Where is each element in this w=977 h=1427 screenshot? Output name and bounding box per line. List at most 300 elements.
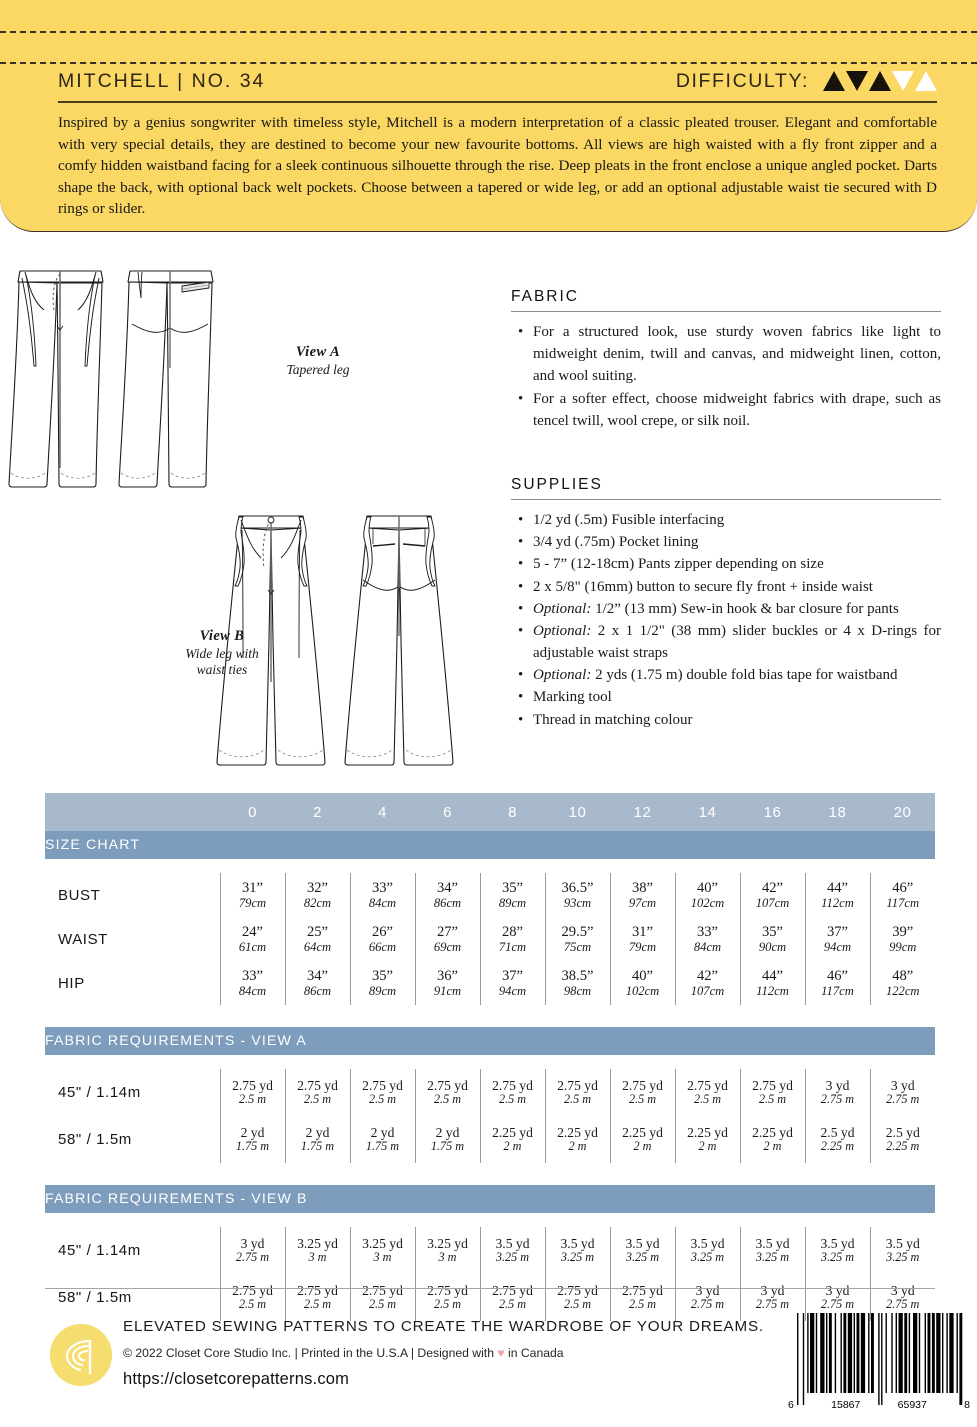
value-metric: 2.5 m: [433, 1092, 462, 1107]
copyright-after: in Canada: [504, 1346, 564, 1360]
list-item: [511, 620, 941, 664]
value-metric: 2 m: [698, 1139, 717, 1154]
value-imperial: 2.75 yd: [622, 1283, 663, 1299]
value-imperial: 3 yd: [890, 1283, 915, 1299]
measurement-cell: [610, 917, 675, 961]
footer-url[interactable]: https://closetcorepatterns.com: [123, 1370, 350, 1388]
value-imperial: 2.75 yd: [557, 1078, 598, 1094]
fabric-view-a-band: [45, 1027, 935, 1055]
value-metric: 102cm: [625, 984, 660, 999]
measurement-cell: [285, 1116, 350, 1163]
closet-core-logo-icon: [50, 1324, 112, 1386]
value-metric: 107cm: [690, 984, 725, 999]
footer-copyright: [123, 1346, 823, 1360]
size-header-cell: 8: [508, 803, 517, 821]
value-imperial: 26”: [371, 923, 394, 940]
measurement-cell: [675, 1116, 740, 1163]
measurement-cell: [350, 1227, 415, 1274]
measurement-cell: [675, 961, 740, 1005]
measurement-cell: [285, 1069, 350, 1116]
list-item: [511, 664, 941, 686]
page-title: MITCHELL | NO. 34: [58, 69, 266, 92]
value-metric: 69cm: [433, 940, 462, 955]
value-metric: 2.75 m: [235, 1250, 270, 1265]
value-metric: 2.5 m: [368, 1092, 397, 1107]
measurement-cell: [610, 1274, 675, 1321]
fabric-heading: FABRIC: [511, 288, 579, 305]
measurement-cell: [285, 1274, 350, 1321]
value-imperial: 2.75 yd: [297, 1283, 338, 1299]
optional-prefix: Optional:: [533, 622, 592, 639]
fabric-rule: [511, 311, 941, 312]
view-a-front-flat: [9, 271, 113, 498]
measurement-cell: [415, 1069, 480, 1116]
measurement-cell: [415, 1274, 480, 1321]
value-metric: 91cm: [433, 984, 462, 999]
triangle-up-empty-icon: [915, 71, 937, 91]
measurement-cell: [350, 873, 415, 917]
value-metric: 2 m: [503, 1139, 522, 1154]
value-imperial: 37”: [826, 923, 849, 940]
table-row: [45, 873, 935, 917]
value-metric: 2.5 m: [238, 1297, 267, 1312]
list-item: [511, 509, 941, 531]
value-imperial: 44”: [826, 879, 849, 896]
size-header-cell: 4: [378, 803, 387, 821]
row-label: WAIST: [58, 930, 108, 948]
value-metric: 102cm: [690, 896, 725, 911]
value-metric: 79cm: [628, 940, 657, 955]
value-metric: 86cm: [303, 984, 332, 999]
measurement-cell: [870, 1227, 935, 1274]
value-imperial: 3.5 yd: [820, 1236, 855, 1252]
value-imperial: 46”: [826, 967, 849, 984]
value-imperial: 2.25 yd: [752, 1125, 793, 1141]
size-header-cell: 14: [698, 803, 717, 821]
value-imperial: 3.5 yd: [560, 1236, 595, 1252]
value-imperial: 27”: [436, 923, 459, 940]
measurement-cell: [480, 917, 545, 961]
value-imperial: 2.25 yd: [622, 1125, 663, 1141]
footer-text: [123, 1318, 823, 1389]
value-imperial: 2.25 yd: [492, 1125, 533, 1141]
fabric-section: [511, 288, 941, 432]
measurement-cell: [480, 1069, 545, 1116]
value-imperial: 42”: [696, 967, 719, 984]
measurement-cell: [545, 1069, 610, 1116]
measurement-cell: [220, 961, 285, 1005]
difficulty-label: DIFFICULTY:: [675, 69, 809, 92]
measurement-cell: [805, 1116, 870, 1163]
measurement-cell: [220, 873, 285, 917]
value-imperial: 2 yd: [240, 1125, 265, 1141]
size-chart-band: [45, 831, 935, 859]
value-metric: 2.5 m: [563, 1092, 592, 1107]
measurement-cell: [870, 1069, 935, 1116]
measurement-cell: [610, 1069, 675, 1116]
measurement-cell: [870, 873, 935, 917]
value-imperial: 2.75 yd: [427, 1078, 468, 1094]
table-row: [45, 1227, 935, 1274]
measurement-cell: [415, 1116, 480, 1163]
value-metric: 122cm: [885, 984, 920, 999]
measurement-cell: [805, 1069, 870, 1116]
value-metric: 3.25 m: [495, 1250, 530, 1265]
view-b-title: View B: [199, 628, 245, 644]
measurement-cell: [610, 961, 675, 1005]
value-imperial: 40”: [696, 879, 719, 896]
measurement-cell: [220, 1227, 285, 1274]
value-imperial: 3.5 yd: [885, 1236, 920, 1252]
value-metric: 2.5 m: [498, 1092, 527, 1107]
barcode-digit: 65937: [897, 1399, 927, 1411]
measurement-cell: [740, 873, 805, 917]
measurement-cell: [675, 1274, 740, 1321]
barcode-number: [788, 1399, 970, 1411]
measurement-cell: [740, 1227, 805, 1274]
value-imperial: 35”: [761, 923, 784, 940]
barcode-digit: 15867: [831, 1399, 861, 1411]
value-metric: 97cm: [628, 896, 657, 911]
view-a-title: View A: [295, 344, 341, 360]
measurement-cell: [545, 961, 610, 1005]
value-metric: 64cm: [303, 940, 332, 955]
measurement-cell: [740, 1069, 805, 1116]
value-metric: 2.25 m: [820, 1139, 855, 1154]
value-imperial: 2.75 yd: [427, 1283, 468, 1299]
supply-text: 2 yds (1.75 m) double fold bias tape for waistband: [595, 667, 898, 684]
value-imperial: 35”: [371, 967, 394, 984]
measurement-cell: [480, 1116, 545, 1163]
value-imperial: 44”: [761, 967, 784, 984]
value-imperial: 2 yd: [305, 1125, 330, 1141]
value-metric: 2.5 m: [238, 1092, 267, 1107]
value-imperial: 3 yd: [695, 1283, 720, 1299]
view-a-caption: [253, 344, 383, 378]
value-imperial: 3 yd: [240, 1236, 265, 1252]
value-metric: 90cm: [758, 940, 787, 955]
view-b-subtitle-line2: waist ties: [196, 662, 248, 678]
size-header-blank: [45, 793, 220, 831]
value-imperial: 3.5 yd: [495, 1236, 530, 1252]
value-imperial: 3.25 yd: [362, 1236, 403, 1252]
measurement-cell: [350, 1116, 415, 1163]
value-imperial: 2.75 yd: [752, 1078, 793, 1094]
spacer-row: [45, 859, 935, 873]
measurement-cell: [805, 873, 870, 917]
value-imperial: 3 yd: [890, 1078, 915, 1094]
value-metric: 112cm: [756, 984, 789, 999]
footer-divider: [45, 1288, 935, 1289]
spacer-row: [45, 1163, 935, 1185]
value-metric: 2.75 m: [820, 1092, 855, 1107]
measurement-cell: [220, 917, 285, 961]
value-imperial: 34”: [436, 879, 459, 896]
value-metric: 107cm: [755, 896, 790, 911]
value-metric: 2.75 m: [886, 1092, 920, 1107]
measurement-cell: [545, 873, 610, 917]
supplies-rule: [511, 499, 941, 500]
measurement-cell: [545, 1274, 610, 1321]
value-imperial: 2 yd: [435, 1125, 460, 1141]
value-imperial: 3.25 yd: [427, 1236, 468, 1252]
size-header-cell: 0: [248, 803, 257, 821]
value-metric: 112cm: [821, 896, 854, 911]
value-metric: 86cm: [433, 896, 462, 911]
spacer-row: [45, 1213, 935, 1227]
value-metric: 2.5 m: [758, 1092, 787, 1107]
measurement-cell: [675, 873, 740, 917]
triangle-down-filled-icon: [846, 71, 868, 91]
header-banner: [0, 0, 977, 232]
value-metric: 3.25 m: [886, 1250, 920, 1265]
value-imperial: 2.75 yd: [362, 1283, 403, 1299]
value-imperial: 32”: [306, 879, 329, 896]
value-metric: 2 m: [568, 1139, 587, 1154]
measurement-cell: [480, 961, 545, 1005]
flats-illustration: [0, 258, 500, 778]
value-imperial: 38”: [631, 879, 654, 896]
row-label: 45" / 1.14m: [58, 1242, 141, 1259]
supply-text: 2 x 1 1/2" (38 mm) slider buckles or 4 x D-rings for adjustable waist straps: [533, 622, 942, 662]
spacer-row: [45, 1055, 935, 1069]
size-header-cell: 6: [443, 803, 452, 821]
measurement-cell: [675, 1069, 740, 1116]
title-underline: [58, 101, 937, 103]
view-b-caption: [152, 628, 292, 679]
value-imperial: 2.75 yd: [557, 1283, 598, 1299]
view-b-back-flat: [345, 516, 453, 765]
row-label: 45" / 1.14m: [58, 1084, 141, 1101]
value-imperial: 31”: [631, 923, 654, 940]
list-item: [511, 553, 941, 575]
value-imperial: 2.75 yd: [622, 1078, 663, 1094]
value-metric: 2.5 m: [433, 1297, 462, 1312]
size-header-cell: 18: [828, 803, 847, 821]
measurement-cell: [870, 1116, 935, 1163]
measurement-cell: [415, 961, 480, 1005]
list-item: [511, 576, 941, 598]
barcode: [795, 1313, 963, 1405]
value-imperial: 2.5 yd: [885, 1125, 920, 1141]
measurement-cell: [285, 961, 350, 1005]
value-metric: 93cm: [563, 896, 592, 911]
value-imperial: 2.75 yd: [492, 1283, 533, 1299]
measurement-cell: [220, 1116, 285, 1163]
value-metric: 84cm: [693, 940, 722, 955]
value-metric: 2.75 m: [755, 1297, 790, 1312]
triangle-up-filled-icon: [823, 71, 845, 91]
dashed-divider-top: [0, 31, 977, 33]
measurement-cell: [740, 1116, 805, 1163]
value-imperial: 33”: [241, 967, 264, 984]
measurement-cell: [415, 1227, 480, 1274]
value-imperial: 33”: [371, 879, 394, 896]
section-band-label: FABRIC REQUIREMENTS - VIEW B: [45, 1185, 935, 1213]
supplies-section: [511, 476, 941, 731]
view-a-subtitle: Tapered leg: [286, 361, 350, 377]
value-imperial: 3 yd: [760, 1283, 785, 1299]
copyright-before: © 2022 Closet Core Studio Inc. | Printed in the U.S.A | Designed with: [123, 1346, 498, 1360]
measurement-cell: [415, 873, 480, 917]
measurement-cell: [805, 1227, 870, 1274]
fabric-view-b-band: [45, 1185, 935, 1213]
value-imperial: 28”: [501, 923, 524, 940]
size-header-row: [45, 793, 935, 831]
difficulty-triangles: [823, 71, 937, 91]
measurement-cell: [610, 1227, 675, 1274]
value-metric: 2.25 m: [886, 1139, 920, 1154]
value-metric: 3.25 m: [820, 1250, 855, 1265]
measurement-cell: [220, 1069, 285, 1116]
view-b-subtitle-line1: Wide leg with: [185, 645, 259, 661]
value-metric: 1.75 m: [300, 1139, 335, 1154]
heart-icon: ♥: [497, 1346, 505, 1360]
value-imperial: 25”: [306, 923, 329, 940]
section-band-label: FABRIC REQUIREMENTS - VIEW A: [45, 1027, 935, 1055]
measurement-tables: [45, 793, 935, 1321]
measurement-cell: [610, 1116, 675, 1163]
value-imperial: 31”: [241, 879, 264, 896]
value-metric: 2.5 m: [303, 1092, 332, 1107]
value-imperial: 36.5”: [561, 879, 594, 896]
value-metric: 2.75 m: [690, 1297, 725, 1312]
value-metric: 2.5 m: [303, 1297, 332, 1312]
value-metric: 1.75 m: [235, 1139, 270, 1154]
optional-prefix: Optional:: [533, 667, 592, 684]
value-imperial: 37”: [501, 967, 524, 984]
measurement-cell: [545, 917, 610, 961]
list-item: [511, 686, 941, 708]
measurement-cell: [350, 1069, 415, 1116]
value-metric: 117cm: [886, 896, 920, 911]
value-metric: 1.75 m: [365, 1139, 400, 1154]
value-metric: 84cm: [238, 984, 267, 999]
value-metric: 61cm: [238, 940, 267, 955]
difficulty-indicator: [676, 70, 937, 93]
supply-text: Thread in matching colour: [533, 711, 693, 728]
measurement-cell: [805, 917, 870, 961]
value-imperial: 29.5”: [561, 923, 594, 940]
measurement-cell: [675, 1227, 740, 1274]
value-metric: 2.5 m: [628, 1092, 657, 1107]
size-and-fabric-table: [45, 793, 935, 1321]
value-imperial: 3 yd: [825, 1283, 850, 1299]
row-label: HIP: [58, 974, 85, 992]
spacer-row: [45, 1005, 935, 1027]
value-imperial: 34”: [306, 967, 329, 984]
value-metric: 3.25 m: [690, 1250, 725, 1265]
value-imperial: 48”: [892, 967, 914, 984]
supply-text: 2 x 5/8" (16mm) button to secure fly front + inside waist: [533, 578, 873, 595]
value-imperial: 40”: [631, 967, 654, 984]
value-metric: 84cm: [368, 896, 397, 911]
value-imperial: 2.75 yd: [232, 1078, 273, 1094]
value-metric: 2.5 m: [368, 1297, 397, 1312]
size-header-cell: 10: [568, 803, 587, 821]
value-imperial: 24”: [241, 923, 264, 940]
value-imperial: 2.75 yd: [297, 1078, 338, 1094]
value-imperial: 2.5 yd: [820, 1125, 855, 1141]
section-band-label: SIZE CHART: [45, 831, 935, 859]
value-metric: 3.25 m: [560, 1250, 595, 1265]
table-row: [45, 917, 935, 961]
list-item: • For a softer effect, choose midweight fabrics with drape, such as tencel twill, wool crepe, or silk noil.: [511, 388, 941, 432]
size-header-cell: 20: [893, 803, 912, 821]
value-imperial: 2.75 yd: [687, 1078, 728, 1094]
triangle-down-empty-icon: [892, 71, 914, 91]
footer-tagline: ELEVATED SEWING PATTERNS TO CREATE THE WARDROBE OF YOUR DREAMS.: [123, 1318, 764, 1335]
value-metric: 89cm: [498, 896, 527, 911]
value-imperial: 35”: [501, 879, 524, 896]
row-label: 58" / 1.5m: [58, 1289, 132, 1306]
supply-text: 1/2” (13 mm) Sew-in hook & bar closure for pants: [595, 600, 899, 617]
measurement-cell: [740, 961, 805, 1005]
value-metric: 3.25 m: [755, 1250, 790, 1265]
value-imperial: 38.5”: [561, 967, 594, 984]
value-metric: 2.5 m: [563, 1297, 592, 1312]
measurement-cell: [675, 917, 740, 961]
view-a-back-flat: [119, 271, 213, 487]
technical-drawings: [0, 258, 500, 778]
value-imperial: 2.75 yd: [232, 1283, 273, 1299]
value-metric: 79cm: [238, 896, 267, 911]
supplies-list: [511, 509, 941, 731]
value-imperial: 2.25 yd: [557, 1125, 598, 1141]
supply-text: 3/4 yd (.75m) Pocket lining: [533, 534, 699, 551]
value-imperial: 36”: [436, 967, 459, 984]
value-imperial: 3.5 yd: [755, 1236, 790, 1252]
measurement-cell: [545, 1116, 610, 1163]
measurement-cell: [870, 961, 935, 1005]
value-imperial: 3.5 yd: [690, 1236, 725, 1252]
value-metric: 98cm: [563, 984, 592, 999]
value-metric: 3 m: [438, 1250, 457, 1265]
measurement-cell: [480, 1274, 545, 1321]
value-metric: 2.5 m: [498, 1297, 527, 1312]
value-imperial: 2 yd: [370, 1125, 395, 1141]
measurement-cell: [285, 873, 350, 917]
value-metric: 2 m: [633, 1139, 652, 1154]
table-row: [45, 1069, 935, 1116]
value-imperial: 3.5 yd: [625, 1236, 660, 1252]
row-label: BUST: [58, 886, 101, 904]
value-imperial: 46”: [892, 879, 914, 896]
value-metric: 94cm: [498, 984, 527, 999]
measurement-cell: [610, 873, 675, 917]
measurement-cell: [805, 961, 870, 1005]
measurement-cell: [480, 1227, 545, 1274]
value-metric: 3.25 m: [625, 1250, 660, 1265]
measurement-cell: [350, 1274, 415, 1321]
fabric-list: [511, 321, 941, 432]
list-item: [511, 531, 941, 553]
value-metric: 2.5 m: [628, 1297, 657, 1312]
table-row: [45, 1116, 935, 1163]
value-metric: 2.75 m: [886, 1297, 920, 1312]
barcode-digit: 6: [788, 1399, 794, 1411]
value-metric: 2 m: [763, 1139, 782, 1154]
value-metric: 71cm: [498, 940, 527, 955]
value-metric: 99cm: [889, 940, 917, 955]
measurement-cell: [740, 917, 805, 961]
measurement-cell: [870, 917, 935, 961]
info-column: [511, 288, 941, 731]
value-imperial: 2.75 yd: [362, 1078, 403, 1094]
supply-text: Marking tool: [533, 689, 612, 706]
size-header-cell: 2: [313, 803, 322, 821]
optional-prefix: Optional:: [533, 600, 592, 617]
